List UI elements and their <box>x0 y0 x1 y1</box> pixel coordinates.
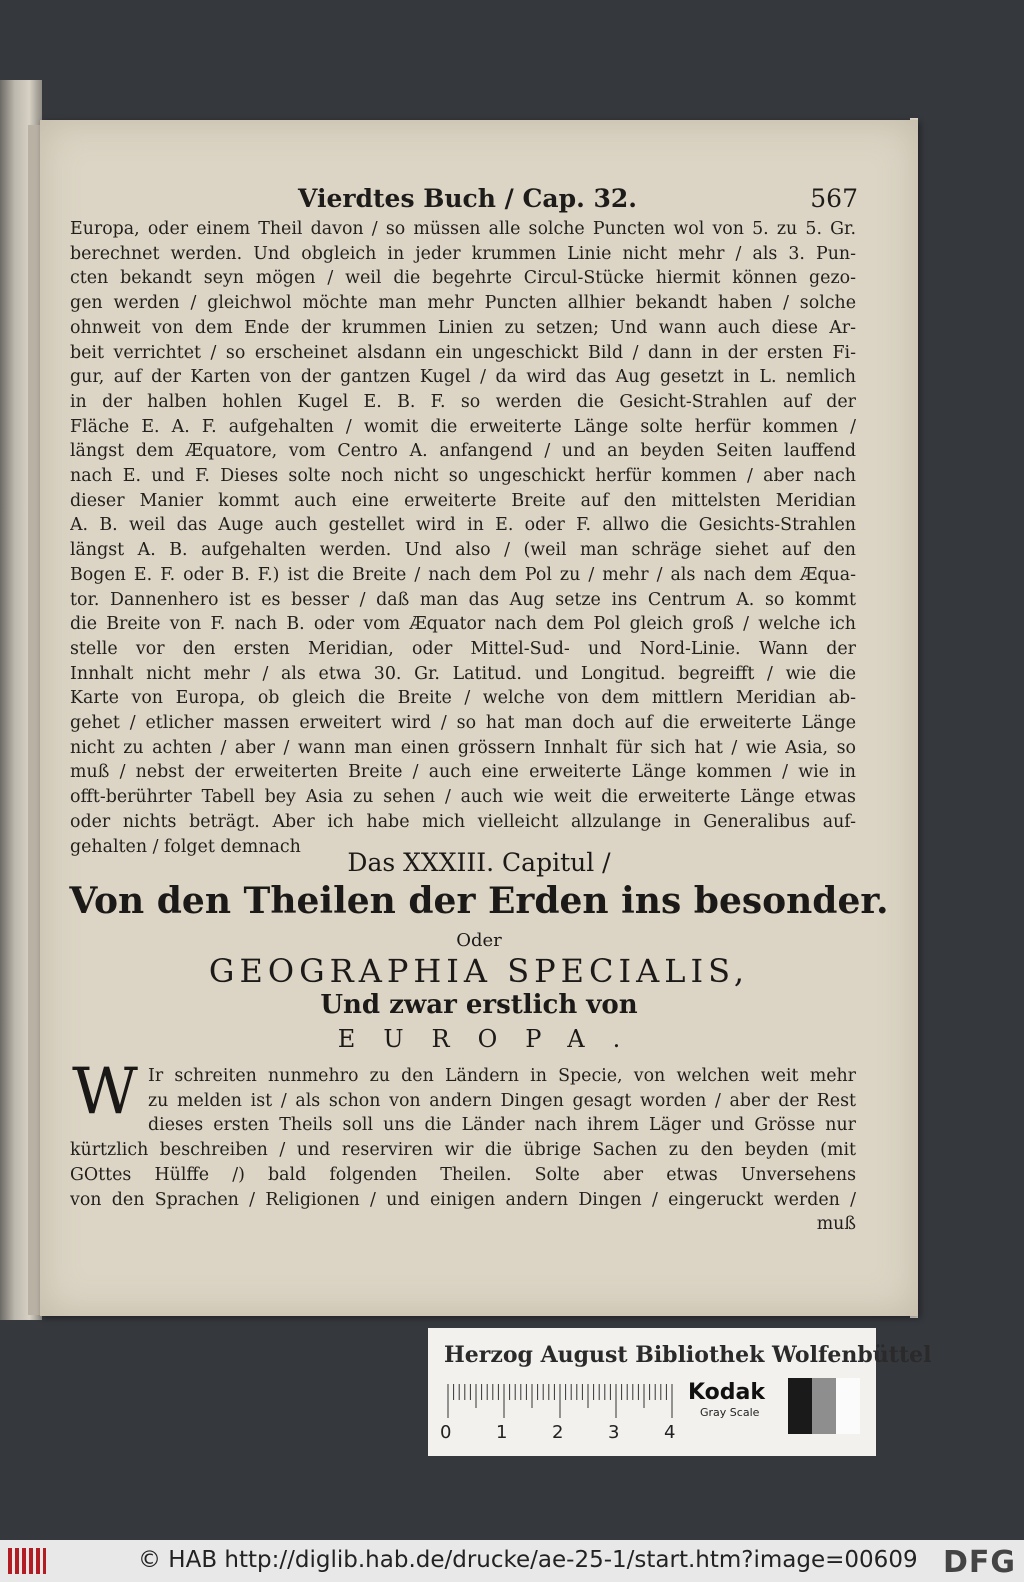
text-line: gehet / etlicher massen erweitert wird / so hat man doch auf die erweiterte Länge <box>70 713 856 734</box>
text-line: berechnet werden. Und obgleich in jeder krummen Linie nicht mehr / als 3. Pun- <box>70 243 856 264</box>
chapter-number: Das XXXIII. Capitul / <box>347 848 611 877</box>
hab-logo-icon <box>6 1544 48 1578</box>
text-line: längst dem Æquatore, vom Centro A. anfangend / und an beyden Seiten lauffend <box>70 441 856 462</box>
running-head-title: Vierdtes Buch / Cap. 32. <box>298 184 637 213</box>
ruler-number: 0 <box>440 1422 452 1443</box>
text-line: Bogen E. F. oder B. F.) ist die Breite / nach dem Pol zu / mehr / als nach dem Æqua- <box>70 564 856 585</box>
text-line: stelle vor den ersten Meridian, oder Mittel-Sud- und Nord-Linie. Wann der <box>70 638 856 659</box>
copyright-url[interactable]: © HAB http://diglib.hab.de/drucke/ae-25-1/start.htm?image=00609 <box>138 1547 918 1573</box>
text-line: A. B. weil das Auge auch gestellet wird in E. oder F. allwo die Gesichts-Strahlen <box>70 515 856 536</box>
paragraph-1 <box>70 217 856 859</box>
card-title: Herzog August Bibliothek Wolfenbüttel <box>444 1342 932 1368</box>
text-line: GOttes Hülffe /) bald folgenden Theilen. Solte aber etwas Unversehens <box>70 1164 856 1185</box>
text-line: muß / nebst der erweiterten Breite / auch eine erweiterte Länge kommen / wie in <box>70 762 856 783</box>
text-line: die Breite von F. nach B. oder vom Æquator nach dem Pol gleich groß / welche ich <box>70 614 856 635</box>
text-line: tor. Dannenhero ist es besser / daß man das Aug setze ins Centrum A. so kommt <box>70 589 856 610</box>
ruler-number: 1 <box>496 1422 508 1443</box>
text-line: kürtzlich beschreiben / und reserviren wir die übrige Sachen zu den beyden (mit <box>70 1140 856 1161</box>
gray-patch-white <box>836 1378 860 1434</box>
chapter-latin-title: GEOGRAPHIA SPECIALIS, <box>208 952 750 990</box>
gray-patch-black <box>788 1378 812 1434</box>
ruler-number: 2 <box>552 1422 564 1443</box>
text-line: von den Sprachen / Religionen / und einigen andern Dingen / eingeruckt werden / <box>70 1189 856 1210</box>
gray-patch-gray <box>812 1378 836 1434</box>
text-line: offt-berührter Tabell bey Asia zu sehen / auch wie weit die erweiterte Länge etwas <box>70 787 856 808</box>
gray-scale-label: Gray Scale <box>700 1406 760 1419</box>
footer-bar <box>0 1540 1024 1582</box>
text-line: dieser Manier kommt auch eine erweiterte Breite auf den mittelsten Meridian <box>70 490 856 511</box>
text-line: Karte von Europa, ob gleich die Breite / welche von dem mittlern Meridian ab- <box>70 688 856 709</box>
ruler-number: 4 <box>664 1422 676 1443</box>
text-line: ohnweit von dem Ende der krummen Linien zu setzen; Und wann auch diese Ar- <box>70 317 856 338</box>
kodak-logo: Kodak <box>688 1380 765 1405</box>
chapter-or: Oder <box>456 930 502 951</box>
text-line: oder nichts beträgt. Aber ich habe mich vielleicht allzulange in Generalibus auf- <box>70 811 856 832</box>
text-line: beit verrichtet / so erscheinet alsdann ein ungeschickt Bild / dann in der ersten Fi- <box>70 342 856 363</box>
text-line: muß <box>816 1214 856 1235</box>
paragraph-2 <box>70 1064 856 1237</box>
ruler-number: 3 <box>608 1422 620 1443</box>
text-line: in der halben hohlen Kugel E. B. F. so werden die Gesicht-Strahlen auf der <box>70 391 856 412</box>
text-line: Europa, oder einem Theil davon / so müssen alle solche Puncten wol von 5. zu 5. Gr. <box>70 219 856 239</box>
chapter-title: Von den Theilen der Erden ins besonder. <box>69 880 889 922</box>
text-line: dieses ersten Theils soll uns die Länder nach ihrem Läger und Grösse nur <box>148 1115 856 1136</box>
text-line: gur, auf der Karten von der gantzen Kugel / da wird das Aug gesetzt in L. nemlich <box>70 367 856 388</box>
text-line: cten bekandt seyn mögen / weil die begehrte Circul-Stücke hiermit können gezo- <box>70 268 856 289</box>
chapter-region: EUROPA. <box>337 1025 649 1053</box>
dfg-logo: DFG <box>942 1545 1016 1580</box>
text-line: zu melden ist / als schon von andern Dingen gesagt worden / aber der Rest <box>148 1090 856 1111</box>
ruler-scale <box>444 1382 684 1422</box>
text-line: Innhalt nicht mehr / als etwa 30. Gr. Latitud. und Longitud. begreifft / wie die <box>70 663 856 684</box>
chapter-subtitle: Und zwar erstlich von <box>320 990 638 1020</box>
page-number: 567 <box>810 184 858 213</box>
text-line: nach E. und F. Dieses solte noch nicht so ungeschickt herfür kommen / aber nach <box>70 466 856 487</box>
drop-cap: W <box>72 1055 138 1129</box>
text-line: längst A. B. aufgehalten werden. Und also / (weil man schräge siehet auf den <box>70 540 856 561</box>
color-calibration-card <box>428 1328 932 1456</box>
text-line: Fläche E. A. F. aufgehalten / womit die erweiterte Länge solte herfür kommen / <box>70 416 856 437</box>
text-line: nicht zu achten / aber / wann man einen grössern Innhalt für sich hat / wie Asia, so <box>70 737 856 758</box>
text-line: Ir schreiten nunmehro zu den Ländern in Specie, von welchen weit mehr <box>148 1066 856 1086</box>
book-page <box>40 120 918 1316</box>
text-line: gehalten / folget demnach <box>70 836 301 857</box>
text-line: gen werden / gleichwol möchte man mehr Puncten allhier bekandt haben / solche <box>70 293 856 314</box>
